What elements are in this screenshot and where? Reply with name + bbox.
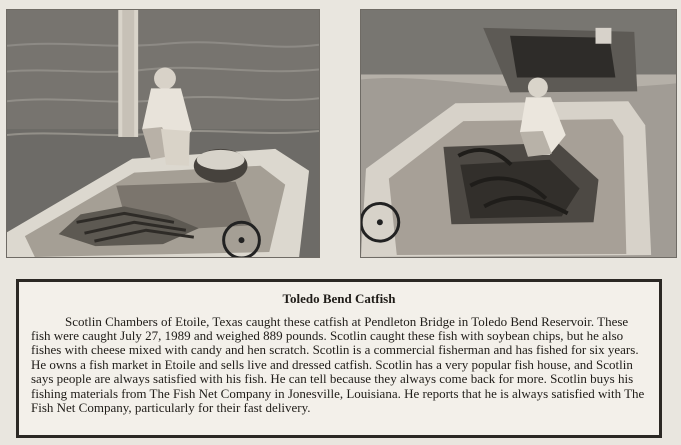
photo-boat-on-water	[6, 9, 320, 258]
article-title: Toledo Bend Catfish	[282, 291, 396, 306]
photo-boat-on-trailer	[360, 9, 677, 258]
article-body: Scotlin Chambers of Etoile, Texas caught these catfish at Pendleton Bridge in Toledo Bend Reservoir. These fish were caught July 27, 1989 and weighed 889 pounds. Scotlin caught these fish with soybean chips, but he also fishes with cheese mixed with candy and hen scratch. Scotlin is a commercial fisherman and has fished for six years. He owns a fish market in Etoile and sells live and dressed catfish. Scotlin has a very popular fish house, and Scotlin says people are always satisfied with his fish. He can tell because they always come back for more. Scotlin buys his fishing materials from The Fish Net Company in Jonesville, Louisiana. He reports that he is always satisfied with The Fish Net Company, particularly for their fast delivery.	[31, 313, 645, 416]
caption-box	[16, 279, 662, 438]
boat-on-trailer-photo-image	[361, 10, 676, 257]
boat-on-water-photo-image	[7, 10, 319, 257]
